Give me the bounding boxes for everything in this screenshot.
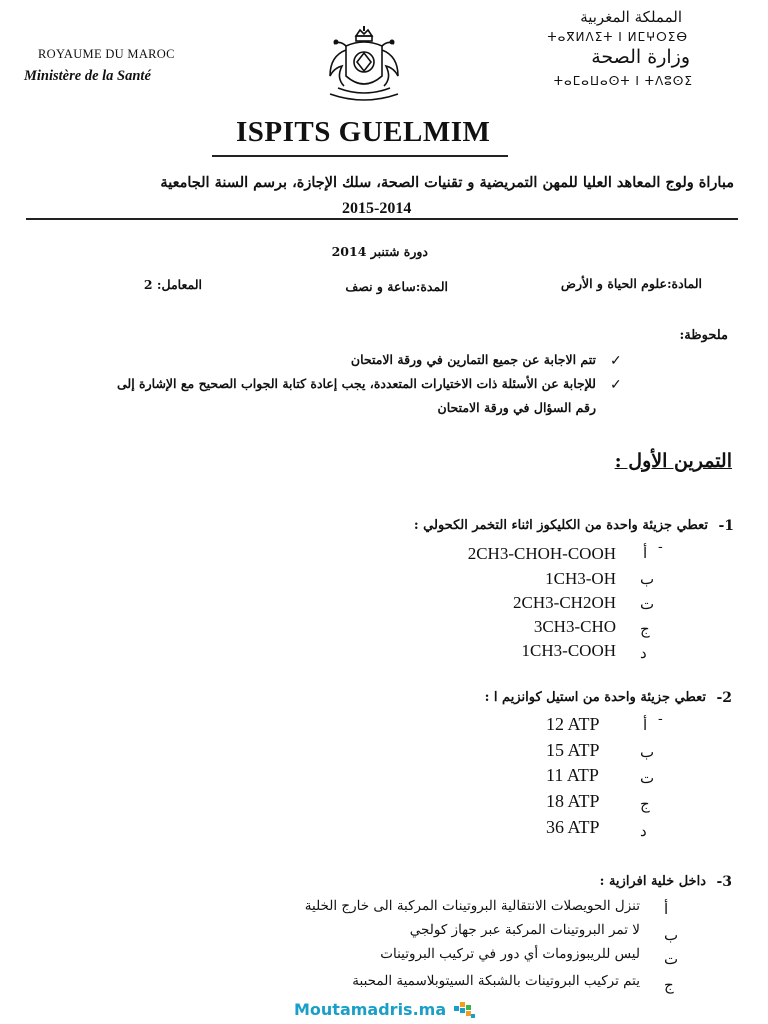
q1-option-c-letter: ت bbox=[640, 595, 655, 613]
question-1-text: تعطي جزيئة واحدة من الكليكوز اثناء التخمر الكحولي : bbox=[413, 518, 708, 533]
note-item-2-continued: رقم السؤال في ورقة الامتحان bbox=[437, 400, 596, 415]
q1-option-e-text: 1CH3-COOH bbox=[521, 641, 616, 660]
watermark-logo-icon bbox=[454, 1002, 476, 1020]
question-1-number: -1 bbox=[718, 518, 734, 534]
q2-option-e-letter: د bbox=[640, 822, 647, 840]
q1-option-a-letter: أ bbox=[643, 544, 648, 562]
q3-option-c-letter: ت bbox=[664, 950, 679, 968]
q3-option-d-text: يتم تركيب البروتينات بالشبكة السيتوبلاسمية المحببة bbox=[352, 973, 640, 989]
q2-option-a-text: 12 ATP bbox=[546, 714, 600, 734]
exam-session: دورة شتنبر 2014 bbox=[331, 244, 428, 259]
meta-coefficient: المعامل: 2 bbox=[143, 277, 202, 292]
header-tifinagh-ministry: ⵜⴰⵎⴰⵡⴰⵙⵜ ⵏ ⵜⴷⵓⵙⵉ bbox=[553, 74, 693, 88]
header-ar-ministry: وزارة الصحة bbox=[591, 46, 690, 68]
note-check-2: ✓ bbox=[610, 377, 622, 393]
note-item-1: تتم الاجابة عن جميع التمارين في ورقة الامتحان bbox=[350, 352, 596, 367]
exercise-title: التمرين الأول : bbox=[614, 450, 732, 472]
q3-option-b-letter: ب bbox=[664, 926, 679, 944]
question-3 bbox=[432, 874, 732, 898]
q3-option-a-letter: أ bbox=[664, 900, 669, 918]
q2-option-e-text: 36 ATP bbox=[546, 817, 600, 837]
header-ar-country: المملكة المغربية bbox=[580, 8, 682, 26]
q2-option-a-marker: - bbox=[658, 711, 663, 727]
watermark-text: Moutamadris.ma bbox=[294, 1000, 447, 1019]
q1-option-c-text: 2CH3-CH2OH bbox=[513, 593, 616, 612]
header-divider bbox=[26, 218, 738, 220]
notes-label: ملحوظة: bbox=[679, 328, 728, 343]
q1-option-d-text: 3CH3-CHO bbox=[533, 617, 616, 636]
title-underline bbox=[212, 155, 508, 157]
coat-of-arms-emblem bbox=[316, 26, 412, 108]
note-item-2: للإجابة عن الأسئلة ذات الاختيارات المتعددة، يجب إعادة كتابة الجواب الصحيح مع الإشارة إلى bbox=[117, 376, 596, 391]
q2-option-a-letter: أ bbox=[643, 716, 648, 734]
note-check-1: ✓ bbox=[610, 353, 622, 369]
q1-option-a-text: 2CH3-CHOH-COOH bbox=[467, 544, 616, 563]
q2-option-b-text: 15 ATP bbox=[546, 740, 600, 760]
question-3-number: -3 bbox=[716, 874, 732, 890]
exam-title: مباراة ولوج المعاهد العليا للمهن التمريضية و تقنيات الصحة، سلك الإجازة، برسم السنة الجامعية bbox=[160, 174, 734, 191]
q2-option-b-letter: ب bbox=[640, 743, 655, 761]
q3-option-b-text: لا تمر البروتينات المركبة عبر جهاز كولجي bbox=[409, 922, 640, 938]
question-2-text: تعطي جزيئة واحدة من استيل كوانزيم ا : bbox=[484, 690, 706, 705]
q1-option-b-letter: ب bbox=[640, 570, 655, 588]
q2-option-d-letter: ج bbox=[640, 795, 650, 813]
header-tifinagh-country: ⵜⴰⴳⵍⴷⵉⵜ ⵏ ⵍⵎⵖⵔⵉⴱ bbox=[547, 30, 688, 44]
meta-duration: المدة:ساعة و نصف bbox=[345, 279, 448, 294]
meta-subject: المادة:علوم الحياة و الأرض bbox=[560, 276, 702, 291]
q1-option-b-text: 1CH3-OH bbox=[545, 569, 616, 588]
question-2-number: -2 bbox=[716, 690, 732, 706]
q1-option-a-marker: - bbox=[658, 539, 663, 555]
q2-option-c-text: 11 ATP bbox=[546, 765, 599, 785]
q1-option-e-letter: د bbox=[640, 644, 647, 662]
q2-option-c-letter: ت bbox=[640, 769, 655, 787]
header-fr-ministry: Ministère de la Santé bbox=[24, 68, 151, 84]
institute-title: ISPITS GUELMIM bbox=[236, 116, 491, 148]
watermark bbox=[294, 1000, 476, 1020]
exam-year: 2015-2014 bbox=[342, 200, 412, 217]
q3-option-a-text: تنزل الحويصلات الانتقالية البروتينات المركبة الى خارج الخلية bbox=[304, 898, 640, 914]
question-1 bbox=[314, 518, 734, 542]
header-fr-country: ROYAUME DU MAROC bbox=[38, 47, 175, 61]
question-3-text: داخل خلية افرازية : bbox=[599, 874, 706, 889]
q3-option-c-text: ليس للريبوزومات أي دور في تركيب البروتينات bbox=[380, 946, 640, 962]
q3-option-d-letter: ج bbox=[664, 976, 674, 994]
question-2 bbox=[312, 690, 732, 714]
q2-option-d-text: 18 ATP bbox=[546, 791, 600, 811]
q1-option-d-letter: ج bbox=[640, 620, 650, 638]
